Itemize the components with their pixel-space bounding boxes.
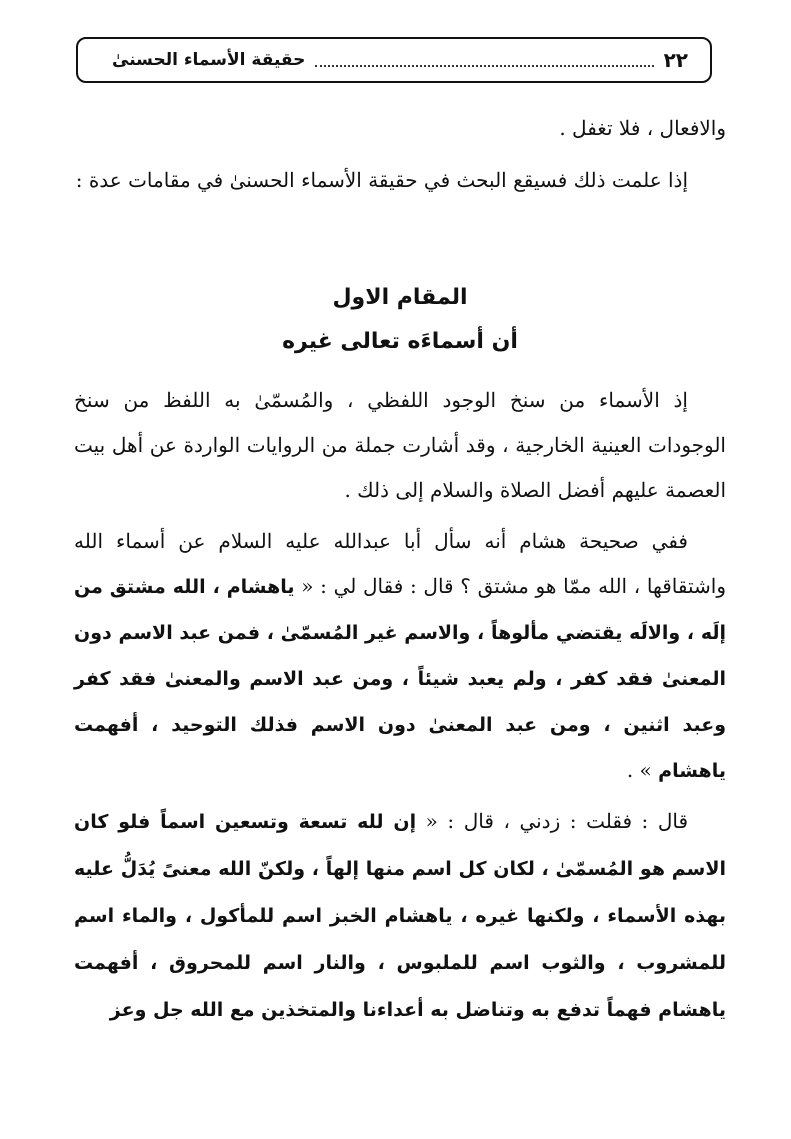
- page-number: ٢٢: [663, 48, 688, 72]
- hadith-quote-2: إن لله تسعة وتسعين اسماً فلو كان الاسم هو المُسمّىٰ ، لكان كل اسم منها إلهاً ، ولكنّ الله معنىً يُدَلُّ عليه بهذه الأسماء ، ولكنها غيره ، ياهشام الخبز اسم للمأكول ، والماء اسم للمشروب ، والثوب اسم للملبوس ، والنار اسم للمحروق ، أفهمت ياهشام فهماً تدفع به وتناضل به أعداءنا والمتخذين مع الله جل وعز: [74, 811, 726, 1021]
- page-body: [74, 106, 726, 1033]
- paragraph-2: [74, 519, 726, 794]
- intro-paragraph: إذا علمت ذلك فسيقع البحث في حقيقة الأسماء الحسنىٰ في مقامات عدة :: [75, 168, 688, 192]
- section-title: المقام الاول: [332, 285, 468, 310]
- paragraph-3: [74, 798, 726, 1033]
- running-title: حقيقة الأسماء الحسنىٰ: [112, 50, 306, 70]
- hadith-quote-1: ياهشام ، الله مشتق من إلَه ، والالَه يقتضي مألوهاً ، والاسم غير المُسمّىٰ ، فمن عبد الاسم دون المعنىٰ فقد كفر ، ولم يعبد شيئاً ، ومن عبد الاسم والمعنىٰ فقد كفر وعبد اثنين ، ومن عبد المعنىٰ دون الاسم فذلك التوحيد ، أفهمت ياهشام: [74, 576, 726, 782]
- page-header: [76, 37, 712, 83]
- paragraph-1: إذ الأسماء من سنخ الوجود اللفظي ، والمُسمّىٰ به اللفظ من سنخ الوجودات العينية الخارجية ، وقد أشارت جملة من الروايات الواردة عن أهل بيت العصمة عليهم أفضل الصلاة والسلام إلى ذلك .: [74, 388, 726, 502]
- section-subtitle: أن أسماءَه تعالى غيره: [282, 329, 518, 354]
- leader-dots: [315, 65, 653, 67]
- paragraph-3-intro: قال : فقلت : زدني ، قال : «: [425, 809, 689, 833]
- paragraph-2-intro: ففي صحيحة هشام أنه سأل أبا عبدالله عليه السلام عن أسماء الله واشتقاقها ، الله ممّا هو مشتق ؟ قال : فقال لي : «: [74, 529, 727, 598]
- paragraph-2-end: » .: [626, 758, 652, 782]
- continuation-line: والافعال ، فلا تغفل .: [559, 116, 726, 140]
